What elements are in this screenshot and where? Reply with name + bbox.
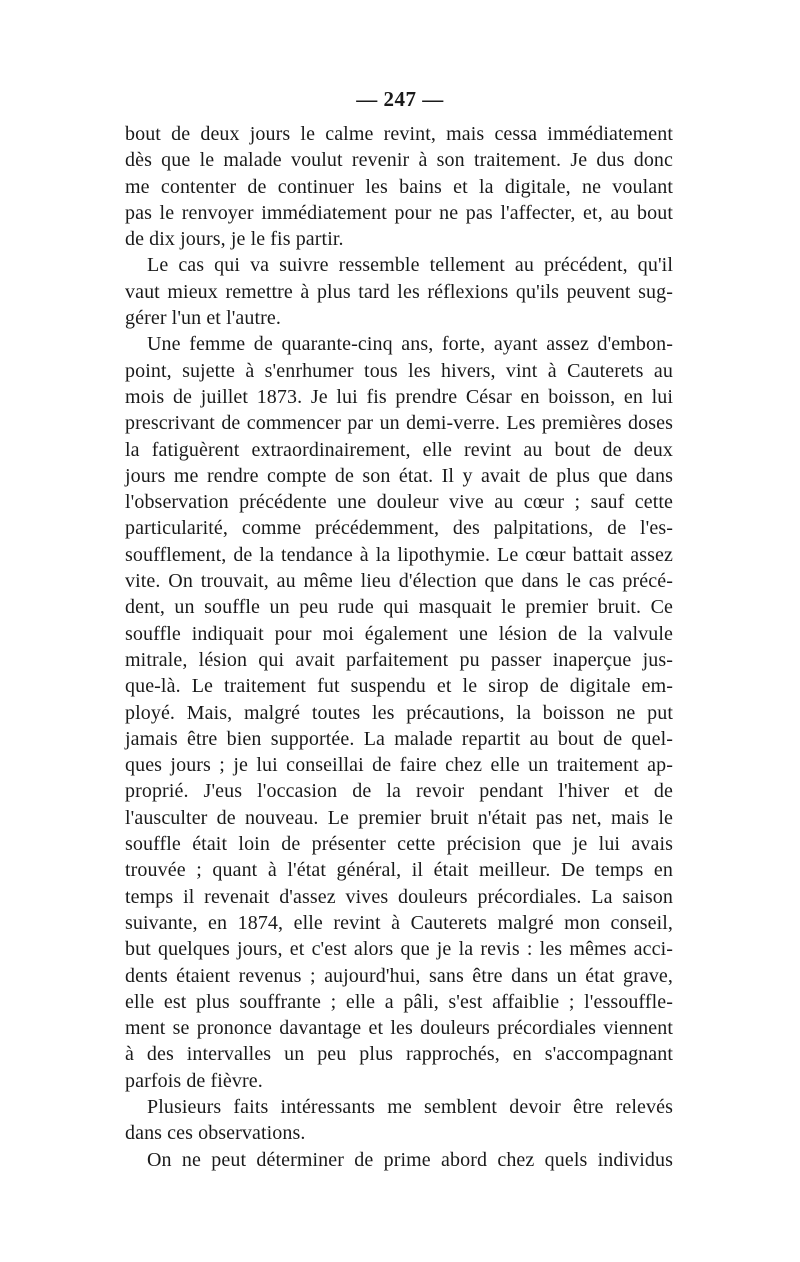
text-line: jamais être bien supportée. La malade repartit au bout de quel- xyxy=(125,727,673,750)
text-line: l'ausculter de nouveau. Le premier bruit n'était pas net, mais le xyxy=(125,806,673,829)
page-number: — 247 — xyxy=(356,87,444,111)
text-line: dents étaient revenus ; aujourd'hui, sans être dans un état grave, xyxy=(125,964,673,987)
text-line: souffle indiquait pour moi également une lésion de la valvule xyxy=(125,622,673,645)
text-line: ques jours ; je lui conseillai de faire chez elle un traitement ap- xyxy=(125,754,673,777)
text-line: elle est plus souffrante ; elle a pâli, s'est affaiblie ; l'essouffle- xyxy=(125,990,673,1013)
text-line: la fatiguèrent extraordinairement, elle revint au bout de deux xyxy=(125,438,673,461)
text-line: point, sujette à s'enrhumer tous les hivers, vint à Cauterets au xyxy=(125,359,673,382)
text-line: l'observation précédente une douleur vive au cœur ; sauf cette xyxy=(125,491,673,514)
text-line: mois de juillet 1873. Je lui fis prendre César en boisson, en lui xyxy=(125,385,673,408)
text-line: On ne peut déterminer de prime abord chez quels individus xyxy=(147,1148,673,1171)
text-line: dès que le malade voulut revenir à son traitement. Je dus donc xyxy=(125,149,673,172)
text-line: vite. On trouvait, au même lieu d'élection que dans le cas précé- xyxy=(125,570,673,593)
text-line: Le cas qui va suivre ressemble tellement au précédent, qu'il xyxy=(147,254,673,277)
text-line: à des intervalles un peu plus rapprochés, en s'accompagnant xyxy=(125,1043,673,1066)
text-line: prescrivant de commencer par un demi-verre. Les premières doses xyxy=(125,412,673,435)
text-line: particularité, comme précédemment, des palpitations, de l'es- xyxy=(125,517,673,540)
text-line: bout de deux jours le calme revint, mais cessa immédiatement xyxy=(125,123,673,145)
text-line: vaut mieux remettre à plus tard les réflexions qu'ils peuvent sug- xyxy=(125,280,673,303)
text-line: Une femme de quarante-cinq ans, forte, ayant assez d'embon- xyxy=(147,333,673,356)
text-line: suivante, en 1874, elle revint à Cauterets malgré mon conseil, xyxy=(125,911,673,934)
text-line: temps il revenait d'assez vives douleurs précordiales. La saison xyxy=(125,885,673,908)
text-line: ployé. Mais, malgré toutes les précautions, la boisson ne put xyxy=(125,701,673,724)
text-line: soufflement, de la tendance à la lipothymie. Le cœur battait assez xyxy=(125,543,673,566)
text-line: parfois de fièvre. xyxy=(125,1069,263,1092)
text-line: but quelques jours, et c'est alors que je la revis : les mêmes acci- xyxy=(125,938,673,961)
text-line: pas le renvoyer immédiatement pour ne pas l'affecter, et, au bout xyxy=(125,201,673,224)
text-line: jours me rendre compte de son état. Il y avait de plus que dans xyxy=(125,464,673,487)
text-line: ment se prononce davantage et les douleurs précordiales viennent xyxy=(125,1017,673,1040)
text-line: trouvée ; quant à l'état général, il était meilleur. De temps en xyxy=(125,859,673,882)
text-line: Plusieurs faits intéressants me semblent devoir être relevés xyxy=(147,1095,673,1118)
text-line: souffle était loin de présenter cette précision que je lui avais xyxy=(125,833,673,856)
text-line: me contenter de continuer les bains et la digitale, ne voulant xyxy=(125,175,673,198)
text-line: dent, un souffle un peu rude qui masquait le premier bruit. Ce xyxy=(125,596,673,619)
body-text xyxy=(125,121,673,1173)
text-line: proprié. J'eus l'occasion de la revoir pendant l'hiver et de xyxy=(125,780,673,803)
text-line: de dix jours, je le fis partir. xyxy=(125,228,344,251)
text-line: que-là. Le traitement fut suspendu et le sirop de digitale em- xyxy=(125,675,673,698)
text-line: mitrale, lésion qui avait parfaitement pu passer inaperçue jus- xyxy=(125,648,673,671)
text-line: gérer l'un et l'autre. xyxy=(125,307,281,330)
text-line: dans ces observations. xyxy=(125,1122,306,1145)
